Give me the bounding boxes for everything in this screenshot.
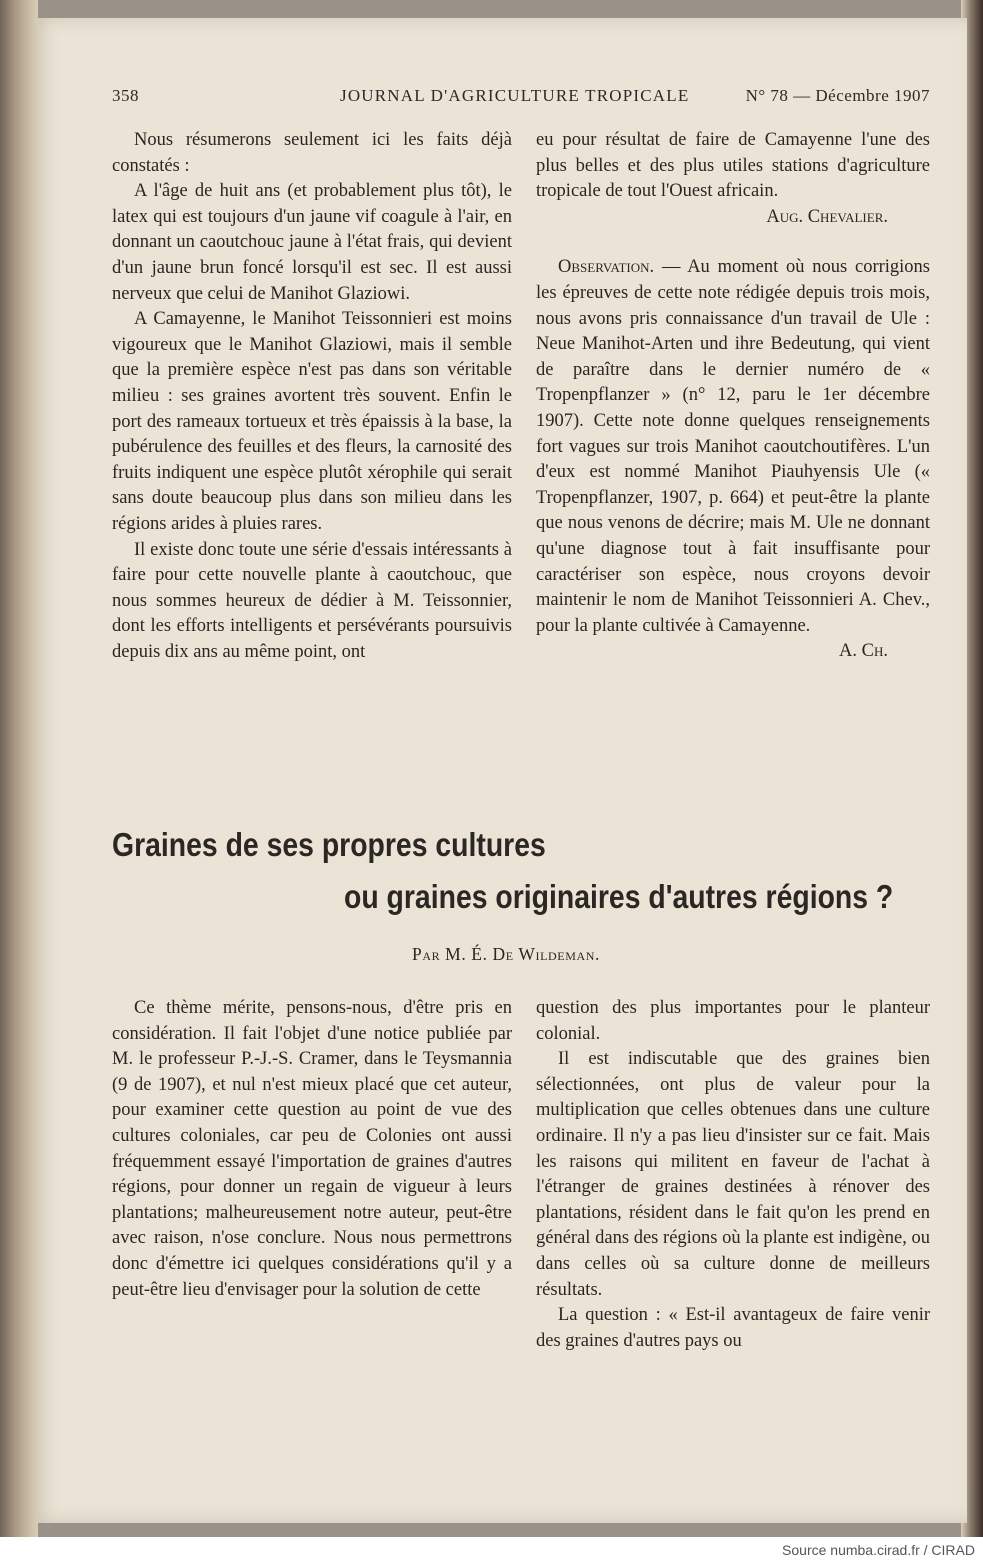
article1-right-column: [536, 128, 930, 665]
article-title-line1: Graines de ses propres cultures: [112, 826, 546, 863]
article2-left-column: [112, 996, 512, 1303]
paragraph: Il existe donc toute une série d'essais intéressants à faire pour cette nouvelle plante à caoutchouc, que nous sommes heureux de dédier à M. Teissonnier, dont les efforts intelligents et persévérants poursuivis depuis dix ans au même point, ont: [112, 539, 512, 662]
paragraph: Il est indiscutable que des graines bien sélectionnées, ont plus de valeur pour la multiplication que celles obtenues dans une culture ordinaire. Il n'y a pas lieu d'insister sur ce fait. Mais les raisons qui militent en faveur de l'achat à l'étranger de graines destinées à rénover des plantations, résident dans le fait qu'on les prend en général dans des régions où la plante est indigène, ou dans celles où sa culture donne de meilleurs résultats.: [536, 1049, 930, 1300]
paragraph: A l'âge de huit ans (et probablement plus tôt), le latex qui est toujours d'un jaune vif coagule à l'air, en donnant un caoutchouc jaune à l'état frais, qui devient d'un jaune brun foncé lorsqu'il est sec. Il est aussi nerveux que celui de Manihot Glaziowi.: [112, 181, 512, 304]
paragraph-continuation: question des plus importantes pour le planteur colonial.: [536, 998, 930, 1044]
article1-left-column: [112, 128, 512, 665]
paragraph: Nous résumerons seulement ici les faits déjà constatés :: [112, 130, 512, 176]
source-credit: Source numba.cirad.fr / CIRAD: [782, 1542, 975, 1558]
observation-signature: A. Ch.: [839, 641, 888, 662]
article-byline: Par M. É. De Wildeman.: [412, 944, 600, 964]
paragraph-continuation: eu pour résultat de faire de Camayenne l'une des plus belles et des plus utiles stations d'agriculture tropicale de tout l'Ouest africain.: [536, 130, 930, 202]
observation-label: Observation.: [558, 257, 655, 278]
paragraph: A Camayenne, le Manihot Teissonnieri est moins vigoureux que le Manihot Glaziowi, mais il semble que la première espèce n'est pas dans son véritable milieu : ses graines avortent très souvent. Enfin le port des rameaux tortueux et très épaissis à la base, la pubérulence des feuilles et des fleurs, la carnosité des fruits indiquent une espèce plutôt xérophile qui serait sans doute beaucoup plus dans son milieu dans les régions arides à pluies rares.: [112, 309, 512, 534]
observation-paragraph: [536, 255, 930, 639]
journal-title: JOURNAL D'AGRICULTURE TROPICALE: [340, 86, 690, 105]
author-signature: Aug. Chevalier.: [766, 206, 888, 227]
observation-text: — Au moment où nous corrigions les épreuves de cette note rédigée depuis trois mois, nous avons pris connaissance d'un travail de Ule : Neue Manihot-Arten und ihre Bedeutung, qui vient de paraître dans le dernier numéro de « Tropenpflanzer » (n° 12, paru le 1er décembre 1907). Cette note donne quelques renseignements fort vagues sur trois Manihot caoutchoutifères. L'un d'eux est nommé Manihot Piauhyensis Ule (« Tropenpflanzer, 1907, p. 664) et peut-être la plante que nous venons de décrire; mais M. Ule ne donnant qu'une diagnose tout à fait insuffisante pour caractériser son espèce, nous croyons devoir maintenir le nom de Manihot Teissonnieri A. Chev., pour la plante cultivée à Camayenne.: [536, 257, 930, 636]
issue-info: N° 78 — Décembre 1907: [745, 86, 930, 105]
page-number: 358: [112, 86, 139, 105]
article2-right-column: [536, 996, 930, 1354]
article-title-line2: ou graines originaires d'autres régions ?: [344, 878, 894, 915]
page-edge-left: [0, 0, 38, 1537]
paragraph: Ce thème mérite, pensons-nous, d'être pris en considération. Il fait l'objet d'une notice publiée par M. le professeur P.-J.-S. Cramer, dans le Teysmannia (9 de 1907), et nul n'est mieux placé que cet auteur, pour examiner cette question au point de vue des cultures coloniales, car peu de Colonies ont aussi fréquemment essayé l'importation de graines d'autres régions, pour donner un regain de vigueur à leurs plantations; malheureusement notre auteur, peut-être avec raison, n'ose conclure. Nous nous permettrons donc d'émettre ici quelques considérations qu'il y a peut-être lieu d'envisager pour la solution de cette: [112, 998, 512, 1300]
running-head: [112, 86, 930, 110]
paragraph: La question : « Est-il avantageux de faire venir des graines d'autres pays ou: [536, 1305, 930, 1351]
